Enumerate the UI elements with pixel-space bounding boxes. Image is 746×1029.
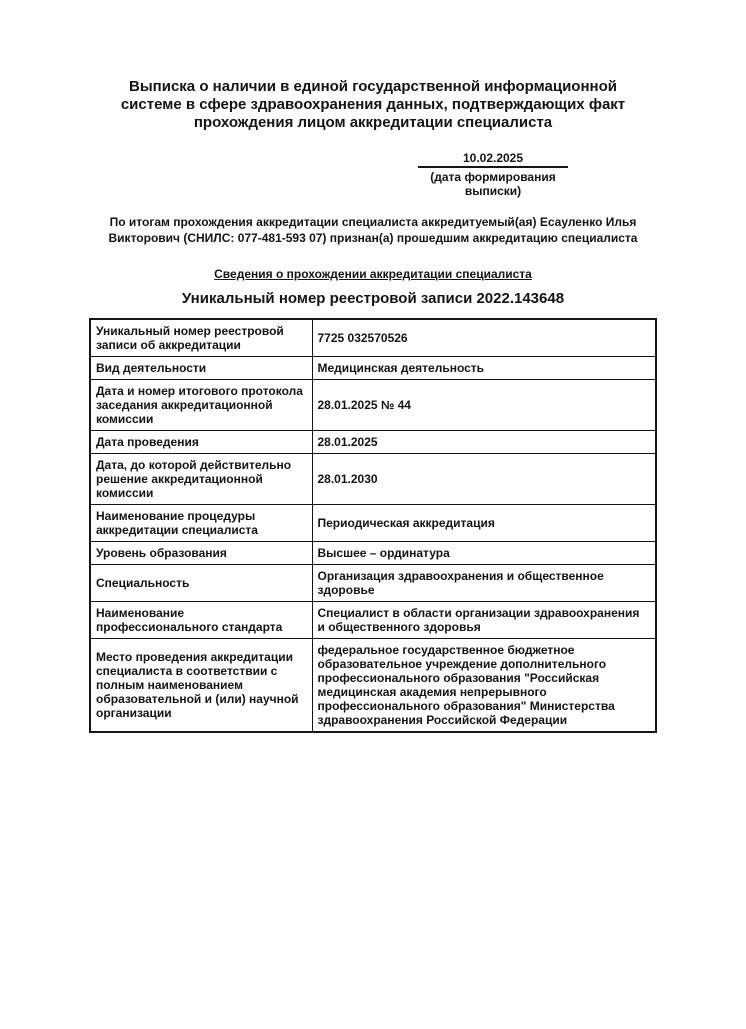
accreditation-details-table <box>89 318 657 733</box>
document-title <box>0 78 746 132</box>
registry-number-heading: Уникальный номер реестровой записи 2022.143648 <box>181 290 565 307</box>
table-row <box>90 602 656 639</box>
row-label: Место проведения аккредитации специалиста в соответствии с полным наименованием образовательной и (или) научной организации <box>90 639 312 733</box>
table-row <box>90 380 656 431</box>
row-label: Специальность <box>90 565 312 602</box>
extract-date-caption: (дата формирования выписки) <box>430 170 556 198</box>
row-label: Вид деятельности <box>90 357 312 380</box>
row-label: Уникальный номер реестровой записи об аккредитации <box>90 319 312 357</box>
row-value: федеральное государственное бюджетное образовательное учреждение дополнительного профессионального образования "Российская медицинская академия непрерывного профессионального образования" Министерства здравоохранения Российской Федерации <box>312 639 656 733</box>
table-row <box>90 319 656 357</box>
table-row <box>90 542 656 565</box>
table-row <box>90 505 656 542</box>
row-value: Организация здравоохранения и общественное здоровье <box>312 565 656 602</box>
document-title-line-3: прохождения лицом аккредитации специалиста <box>193 114 553 131</box>
row-label: Наименование профессионального стандарта <box>90 602 312 639</box>
table-row <box>90 454 656 505</box>
accreditation-table-body <box>90 319 656 732</box>
row-label: Дата и номер итогового протокола заседания аккредитационной комиссии <box>90 380 312 431</box>
extract-date-block <box>418 151 568 198</box>
row-value: 7725 032570526 <box>312 319 656 357</box>
document-title-line-1: Выписка о наличии в единой государственной информационной <box>129 78 617 95</box>
document-title-line-2: системе в сфере здравоохранения данных, подтверждающих факт <box>120 96 626 113</box>
row-value: Специалист в области организации здравоохранения и общественного здоровья <box>312 602 656 639</box>
row-value: Медицинская деятельность <box>312 357 656 380</box>
row-value: Высшее – ординатура <box>312 542 656 565</box>
table-row <box>90 357 656 380</box>
row-value: Периодическая аккредитация <box>312 505 656 542</box>
row-label: Уровень образования <box>90 542 312 565</box>
row-value: 28.01.2025 <box>312 431 656 454</box>
accreditation-result-paragraph: По итогам прохождения аккредитации специалиста аккредитуемый(ая) Есауленко Илья Викторович (СНИЛС: 077-481-593 07) признан(а) прошедшим аккредитацию специалиста <box>108 215 638 245</box>
row-label: Дата, до которой действительно решение аккредитационной комиссии <box>90 454 312 505</box>
section-heading: Сведения о прохождении аккредитации специалиста <box>214 267 532 281</box>
table-row <box>90 639 656 733</box>
row-value: 28.01.2025 № 44 <box>312 380 656 431</box>
row-value: 28.01.2030 <box>312 454 656 505</box>
table-row <box>90 565 656 602</box>
extract-date-value: 10.02.2025 <box>418 151 568 168</box>
table-row <box>90 431 656 454</box>
row-label: Дата проведения <box>90 431 312 454</box>
row-label: Наименование процедуры аккредитации специалиста <box>90 505 312 542</box>
